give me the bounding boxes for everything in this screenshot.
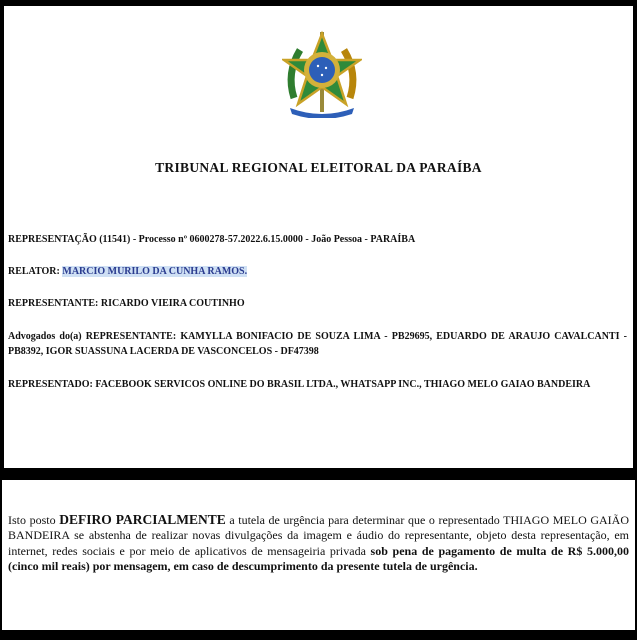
relator-label: RELATOR: xyxy=(8,266,60,277)
decision-penalty: sob pena de pagamento de multa de R$ 5.000,00 (cinco mil reais) por mensagem, em caso de descumprimento da presente tutela de urgência. xyxy=(8,543,629,574)
relator-line xyxy=(8,264,627,279)
relator-name: MARCIO MURILO DA CUNHA RAMOS. xyxy=(62,266,248,277)
decision-text: a tutela de urgência para determinar que o representado THIAGO MELO GAIÃO BANDEIRA se abstenha de realizar novas divulgações da imagem e áudio do representante, objeto desta representação, em internet, redes sociais e por meio de aplicativos de mensageiria privada xyxy=(8,513,630,558)
decision-paragraph xyxy=(8,512,629,575)
decision-deferral: DEFIRO PARCIALMENTE xyxy=(59,512,226,527)
brazil-coat-of-arms-emblem xyxy=(282,28,362,118)
decision-excerpt-panel xyxy=(2,480,635,630)
representado-paragraph: REPRESENTADO: FACEBOOK SERVICOS ONLINE DO BRASIL LTDA., WHATSAPP INC., THIAGO MELO GAIAO BANDEIRA xyxy=(8,379,591,390)
document-header-panel xyxy=(4,6,633,468)
process-line: REPRESENTAÇÃO (11541) - Processo nº 0600278-57.2022.6.15.0000 - João Pessoa - PARAÍBA xyxy=(8,234,416,245)
court-title: TRIBUNAL REGIONAL ELEITORAL DA PARAÍBA xyxy=(155,160,482,175)
advogados-paragraph: Advogados do(a) REPRESENTANTE: KAMYLLA BONIFACIO DE SOUZA LIMA - PB29695, EDUARDO DE ARAUJO CAVALCANTI - PB8392, IGOR SUASSUNA LACERDA DE VASCONCELOS - DF47398 xyxy=(8,331,627,357)
representante-line: REPRESENTANTE: RICARDO VIEIRA COUTINHO xyxy=(8,298,245,309)
decision-intro: Isto posto xyxy=(8,513,56,527)
